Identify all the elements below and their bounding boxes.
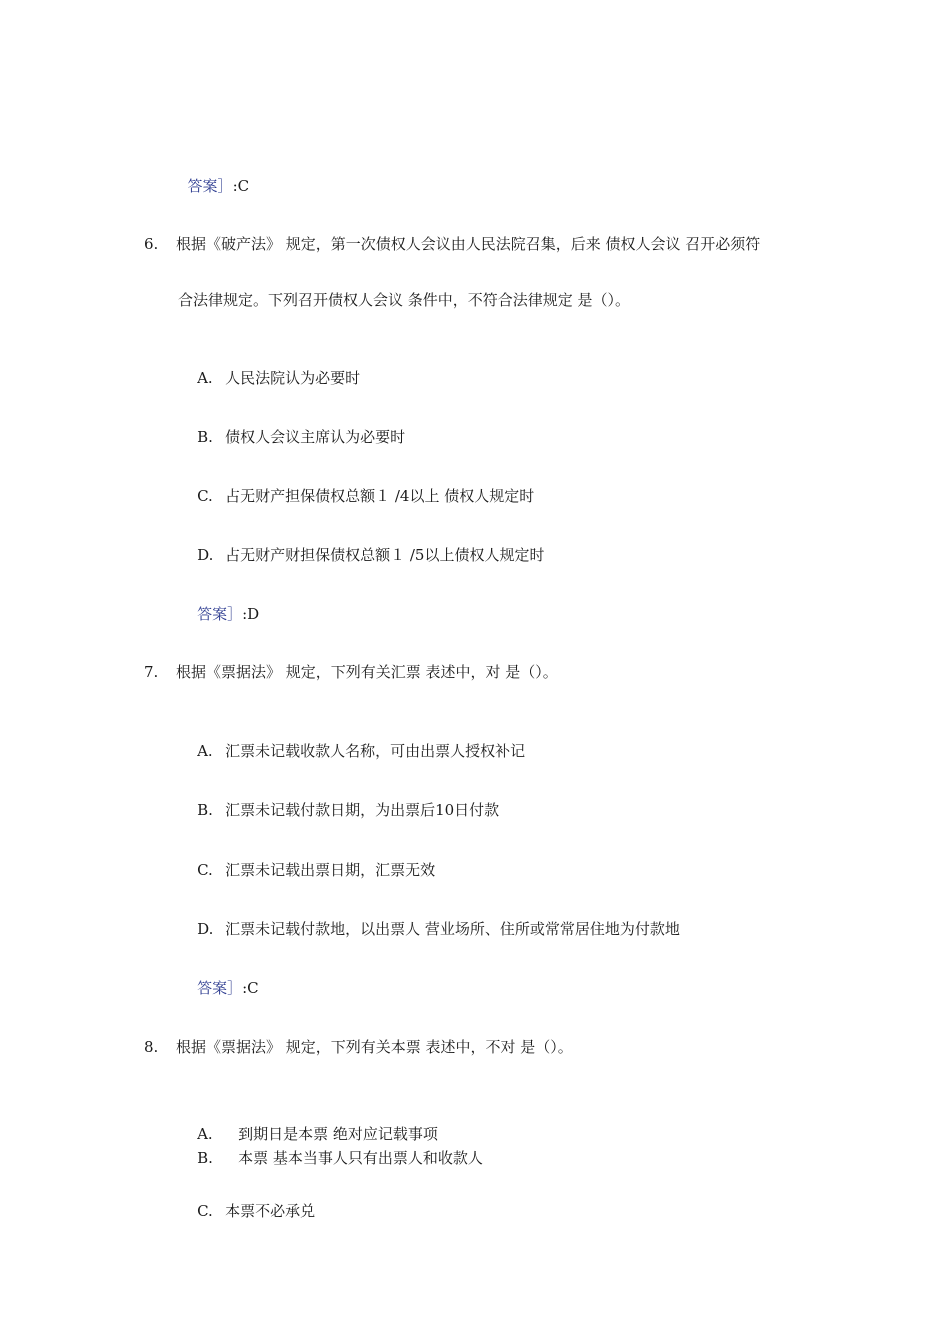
answer-value: :C [242, 979, 259, 997]
answer-line [178, 584, 259, 644]
option-text: 占无财产担保债权总额１ /4以上 债权人规定时 [225, 487, 535, 505]
option-text: 本票不必承兑 [225, 1202, 316, 1220]
question-number: 6. [144, 235, 159, 253]
question-text-line-1: 根据《破产法》 规定，第一次债权人会议由人民法院召集，后来 债权人会议 召开必须符 [176, 235, 761, 253]
option-letter: A. [197, 1125, 213, 1143]
option-text: 占无财产财担保债权总额１ /5以上债权人规定时 [225, 546, 545, 564]
option-d [178, 525, 544, 585]
answer-label: 答案］ [197, 979, 243, 997]
question-number: 7. [144, 663, 159, 681]
option-letter: C. [197, 861, 213, 879]
option-letter: A. [197, 742, 213, 760]
option-text: 汇票未记载出票日期，汇票无效 [225, 861, 436, 879]
option-text: 债权人会议主席认为必要时 [225, 428, 406, 446]
option-letter: B. [197, 1149, 213, 1167]
option-b [178, 1128, 483, 1188]
option-letter: C. [197, 1202, 213, 1220]
question-text-line-2: 合法律规定。下列召开债权人会议 条件中，不符合法律规定 是（）。 [178, 291, 631, 309]
option-letter: B. [197, 801, 213, 819]
option-a [178, 348, 360, 408]
option-letter: D. [197, 546, 214, 564]
answer-label: 答案］ [187, 177, 233, 195]
option-text: 汇票未记载付款地，以出票人 营业场所、住所或常常居住地为付款地 [225, 920, 680, 938]
option-text: 汇票未记载付款日期，为出票后10日付款 [225, 801, 500, 819]
option-letter: A. [197, 369, 213, 387]
answer-value: :D [242, 605, 260, 623]
option-c [178, 1181, 315, 1241]
option-b [178, 780, 499, 840]
option-text: 到期日是本票 绝对应记载事项 [238, 1125, 438, 1143]
question-text-line-1: 根据《票据法》 规定，下列有关汇票 表述中，对 是（）。 [176, 663, 558, 681]
answer-value: :C [232, 177, 250, 195]
option-text: 汇票未记载收款人名称，可由出票人授权补记 [225, 742, 526, 760]
option-letter: D. [197, 920, 214, 938]
answer-line [178, 156, 249, 196]
option-text: 本票 基本当事人只有出票人和收款人 [238, 1149, 483, 1167]
question-number: 8. [144, 1038, 159, 1056]
option-d [178, 899, 680, 959]
answer-line [178, 958, 259, 1018]
option-letter: C. [197, 487, 213, 505]
option-c [178, 840, 435, 900]
option-text: 人民法院认为必要时 [225, 369, 361, 387]
option-c [178, 466, 534, 526]
question-text-line-1: 根据《票据法》 规定，下列有关本票 表述中，不对 是（）。 [176, 1038, 573, 1056]
option-a [178, 721, 525, 781]
option-b [178, 407, 405, 467]
answer-label: 答案］ [197, 605, 243, 623]
option-letter: B. [197, 428, 213, 446]
